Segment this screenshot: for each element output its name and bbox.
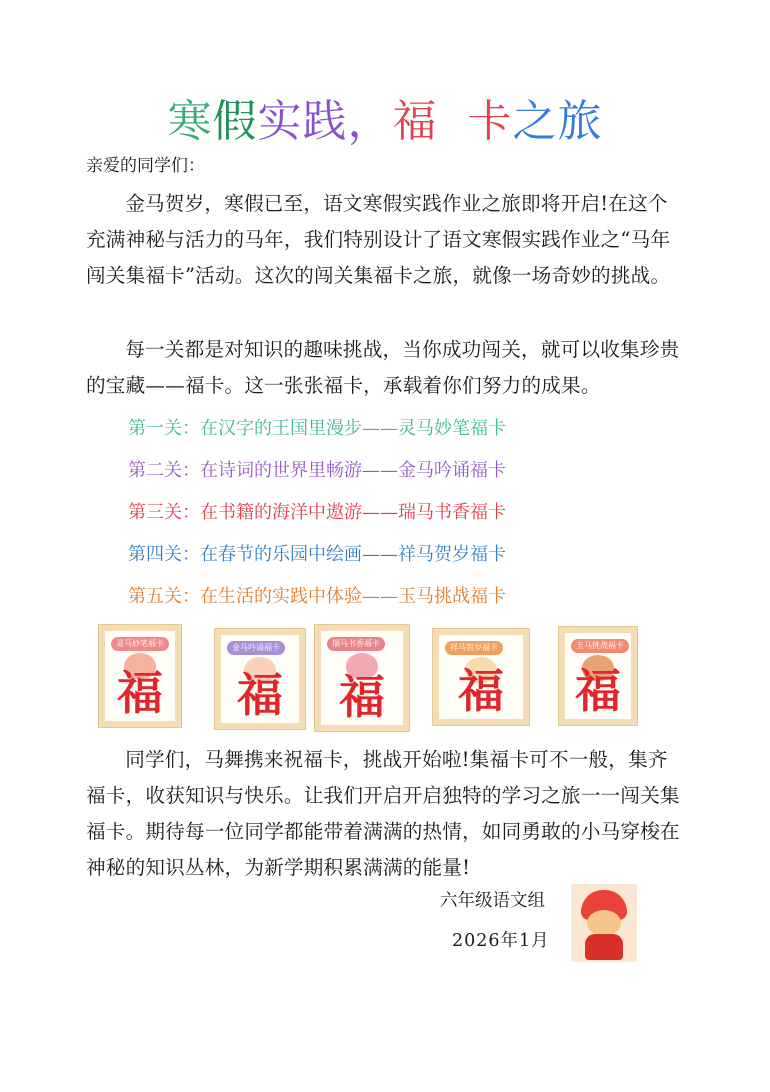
fu-card xyxy=(314,624,410,732)
fu-card xyxy=(214,628,306,730)
level-item-2: 第二关：在诗词的世界里畅游——金马吟诵福卡 xyxy=(128,460,506,481)
level-item-5: 第五关：在生活的实践中体验——玉马挑战福卡 xyxy=(128,586,506,607)
fu-card xyxy=(558,626,638,726)
fu-character: 福 xyxy=(117,666,163,720)
intro-paragraph: 金马贺岁，寒假已至，语文寒假实践作业之旅即将开启!在这个充满神秘与活力的马年，我们特别设计了语文寒假实践作业之“马年闯关集福卡”活动。这次的闯关集福卡之旅，就像一场奇妙的挑战。 xyxy=(86,192,671,287)
fu-card xyxy=(432,628,530,726)
title-part: 实践 xyxy=(257,96,348,147)
fu-card-gallery xyxy=(98,622,658,732)
card-tag: 金马吟诵福卡 xyxy=(227,641,285,655)
fu-character: 福 xyxy=(458,664,504,718)
signature-org: 六年级语文组 xyxy=(440,891,545,911)
card-tag: 玉马挑战福卡 xyxy=(571,639,629,653)
level-list xyxy=(128,408,506,618)
card-tag: 灵马妙笔福卡 xyxy=(111,637,169,651)
fu-character: 福 xyxy=(339,670,385,724)
title-part: 假 xyxy=(212,96,258,147)
title-part: 之旅 xyxy=(512,96,603,147)
lion-dance-horse-icon xyxy=(571,884,637,962)
closing-paragraph: 同学们，马舞携来祝福卡，挑战开始啦!集福卡可不一般，集齐福卡，收获知识与快乐。让我们开启开启独特的学习之旅一一闯关集福卡。期待每一位同学都能带着满满的热情，如同勇敢的小马穿梭在神秘的知识丛林，为新学期积累满满的能量! xyxy=(86,748,680,879)
title-part: 卡 xyxy=(467,96,513,147)
card-tag: 祥马贺岁福卡 xyxy=(445,641,503,655)
treasure-paragraph: 每一关都是对知识的趣味挑战，当你成功闯关，就可以收集珍贵的宝藏——福卡。这一张张福卡，承载着你们努力的成果。 xyxy=(86,338,680,397)
title-part: 寒 xyxy=(167,96,213,147)
fu-character: 福 xyxy=(575,664,621,718)
signature-date: 2026年1月 xyxy=(452,931,550,951)
salutation: 亲爱的同学们： xyxy=(86,156,205,176)
title-part: 福 xyxy=(392,96,438,147)
fu-character: 福 xyxy=(237,668,283,722)
page-title xyxy=(0,92,770,152)
level-item-3: 第三关：在书籍的海洋中遨游——瑞马书香福卡 xyxy=(128,502,506,523)
level-item-4: 第四关：在春节的乐园中绘画——祥马贺岁福卡 xyxy=(128,544,506,565)
fu-card xyxy=(98,624,182,728)
title-part: ， xyxy=(347,96,393,147)
level-item-1: 第一关：在汉字的王国里漫步——灵马妙笔福卡 xyxy=(128,418,506,439)
card-tag: 瑞马书香福卡 xyxy=(327,637,385,651)
